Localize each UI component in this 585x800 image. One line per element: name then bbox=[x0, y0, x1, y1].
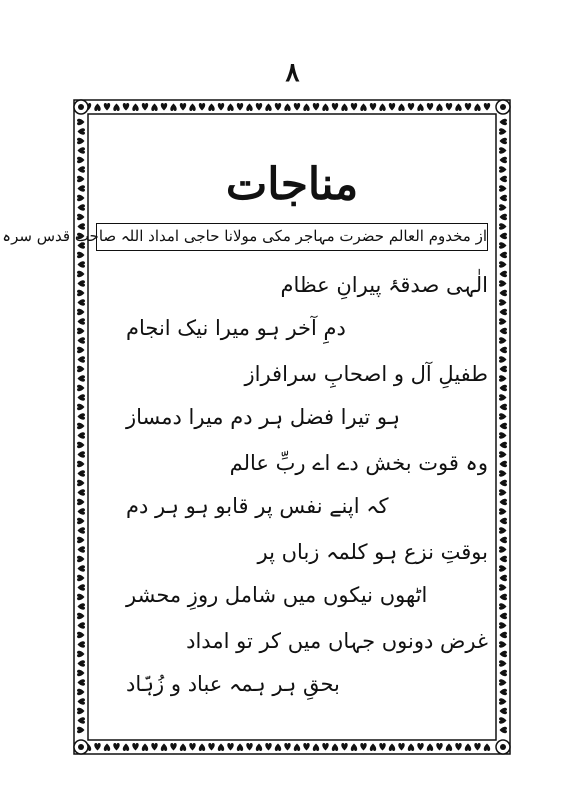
border-motif bbox=[284, 104, 290, 112]
border-motif bbox=[500, 157, 508, 163]
attribution-text: از مخدوم العالم حضرت مہاجر مکی مولانا حاجی امداد اللہ صاحب قدس سرہ bbox=[2, 227, 487, 245]
border-motif bbox=[499, 337, 507, 343]
border-motif bbox=[499, 204, 507, 210]
border-motif bbox=[499, 242, 507, 248]
border-motif bbox=[499, 413, 507, 419]
border-motif bbox=[77, 328, 85, 334]
border-motif bbox=[77, 385, 85, 391]
border-motif bbox=[499, 147, 507, 153]
border-motif bbox=[77, 290, 85, 296]
border-motif bbox=[77, 499, 85, 505]
border-motif bbox=[499, 565, 507, 571]
border-motif bbox=[78, 679, 86, 685]
verse-line: الٰہی صدقۂ پیرانِ عظام bbox=[280, 273, 488, 297]
border-motif bbox=[78, 565, 86, 571]
border-motif bbox=[78, 584, 86, 590]
verse-line: ہو تیرا فضل ہر دم میرا دمساز bbox=[126, 405, 401, 429]
border-motif bbox=[78, 546, 86, 552]
border-motif bbox=[78, 641, 86, 647]
border-motif bbox=[94, 104, 100, 112]
border-motif bbox=[341, 104, 347, 112]
border-motif bbox=[499, 223, 507, 229]
border-motif bbox=[78, 470, 86, 476]
border-motif bbox=[500, 271, 508, 277]
border-motif bbox=[78, 337, 86, 343]
border-motif bbox=[77, 423, 85, 429]
border-motif bbox=[77, 537, 85, 543]
border-motif bbox=[77, 195, 85, 201]
border-motif bbox=[78, 660, 86, 666]
border-motif bbox=[77, 176, 85, 182]
border-motif bbox=[500, 309, 508, 315]
border-motif bbox=[500, 252, 508, 258]
border-motif bbox=[500, 195, 508, 201]
border-motif bbox=[78, 128, 86, 134]
border-motif bbox=[499, 299, 507, 305]
border-motif bbox=[499, 280, 507, 286]
border-motif bbox=[500, 556, 508, 562]
border-motif bbox=[78, 166, 86, 172]
border-motif bbox=[500, 176, 508, 182]
border-motif bbox=[436, 104, 442, 112]
border-motif bbox=[455, 104, 461, 112]
border-motif bbox=[499, 508, 507, 514]
border-motif bbox=[500, 518, 508, 524]
border-motif bbox=[499, 356, 507, 362]
border-motif bbox=[499, 185, 507, 191]
border-motif bbox=[499, 622, 507, 628]
border-motif bbox=[484, 103, 490, 111]
corner-rosette-center bbox=[500, 104, 506, 110]
border-motif bbox=[499, 470, 507, 476]
border-motif bbox=[351, 103, 357, 111]
border-motif bbox=[500, 233, 508, 239]
border-motif bbox=[500, 423, 508, 429]
border-motif bbox=[389, 103, 395, 111]
border-motif bbox=[499, 717, 507, 723]
border-motif bbox=[499, 318, 507, 324]
verse-line: دمِ آخر ہو میرا نیک انجام bbox=[126, 316, 346, 340]
border-motif bbox=[77, 613, 85, 619]
border-motif bbox=[151, 104, 157, 112]
border-motif bbox=[500, 385, 508, 391]
border-motif bbox=[180, 103, 186, 111]
border-motif bbox=[237, 103, 243, 111]
border-motif bbox=[78, 489, 86, 495]
border-motif bbox=[78, 717, 86, 723]
border-motif bbox=[500, 651, 508, 657]
border-motif bbox=[294, 103, 300, 111]
border-motif bbox=[218, 103, 224, 111]
border-motif bbox=[77, 556, 85, 562]
border-motif bbox=[78, 622, 86, 628]
border-motif bbox=[332, 103, 338, 111]
border-motif bbox=[77, 214, 85, 220]
verse-line: وہ قوت بخش دے اے ربِّ عالم bbox=[229, 451, 488, 475]
border-motif bbox=[77, 594, 85, 600]
border-motif bbox=[78, 185, 86, 191]
border-motif bbox=[499, 261, 507, 267]
border-motif bbox=[275, 103, 281, 111]
border-motif bbox=[78, 508, 86, 514]
border-motif bbox=[499, 489, 507, 495]
border-motif bbox=[500, 328, 508, 334]
border-motif bbox=[113, 104, 119, 112]
border-motif bbox=[77, 271, 85, 277]
border-motif bbox=[313, 103, 319, 111]
border-motif bbox=[499, 603, 507, 609]
border-motif bbox=[77, 157, 85, 163]
border-motif bbox=[322, 104, 328, 112]
border-motif bbox=[465, 103, 471, 111]
border-motif bbox=[78, 356, 86, 362]
border-motif bbox=[427, 103, 433, 111]
border-motif bbox=[77, 708, 85, 714]
border-motif bbox=[303, 104, 309, 112]
border-motif bbox=[499, 698, 507, 704]
border-motif bbox=[123, 103, 129, 111]
border-motif bbox=[77, 119, 85, 125]
border-motif bbox=[256, 103, 262, 111]
border-motif bbox=[78, 603, 86, 609]
border-motif bbox=[500, 670, 508, 676]
border-motif bbox=[77, 727, 85, 733]
border-motif bbox=[499, 451, 507, 457]
border-motif bbox=[77, 404, 85, 410]
border-motif bbox=[417, 104, 423, 112]
border-motif bbox=[78, 299, 86, 305]
border-motif bbox=[499, 641, 507, 647]
border-motif bbox=[446, 103, 452, 111]
border-motif bbox=[77, 366, 85, 372]
border-motif bbox=[499, 527, 507, 533]
border-motif bbox=[78, 204, 86, 210]
verse-line: بحقِ ہر ہمہ عباد و زُہّاد bbox=[126, 672, 340, 696]
border-motif bbox=[142, 103, 148, 111]
border-motif bbox=[500, 537, 508, 543]
border-motif bbox=[499, 584, 507, 590]
border-motif bbox=[170, 104, 176, 112]
border-motif bbox=[161, 103, 167, 111]
page-title: مناجات bbox=[225, 159, 359, 210]
border-motif bbox=[370, 103, 376, 111]
border-motif bbox=[77, 138, 85, 144]
border-motif bbox=[500, 499, 508, 505]
border-motif bbox=[500, 575, 508, 581]
border-motif bbox=[499, 432, 507, 438]
border-motif bbox=[78, 451, 86, 457]
border-motif bbox=[500, 119, 508, 125]
border-motif bbox=[500, 138, 508, 144]
border-motif bbox=[500, 613, 508, 619]
border-motif bbox=[78, 394, 86, 400]
border-motif bbox=[499, 546, 507, 552]
border-motif bbox=[379, 104, 385, 112]
border-motif bbox=[208, 104, 214, 112]
border-motif bbox=[500, 442, 508, 448]
border-motif bbox=[500, 404, 508, 410]
border-motif bbox=[499, 679, 507, 685]
border-motif bbox=[78, 318, 86, 324]
border-motif bbox=[499, 660, 507, 666]
border-motif bbox=[77, 689, 85, 695]
border-motif bbox=[78, 147, 86, 153]
border-motif bbox=[227, 104, 233, 112]
border-motif bbox=[77, 480, 85, 486]
border-motif bbox=[500, 632, 508, 638]
verse-line: کہ اپنے نفس پر قابو ہو ہر دم bbox=[126, 494, 389, 518]
border-motif bbox=[500, 727, 508, 733]
border-motif bbox=[499, 128, 507, 134]
verse-line: غرض دونوں جہاں میں کر تو امداد bbox=[186, 629, 488, 653]
border-motif bbox=[360, 104, 366, 112]
border-motif bbox=[474, 104, 480, 112]
border-motif bbox=[77, 347, 85, 353]
border-motif bbox=[500, 366, 508, 372]
border-motif bbox=[500, 461, 508, 467]
attribution-box bbox=[2, 223, 488, 251]
border-motif bbox=[189, 104, 195, 112]
border-motif bbox=[408, 103, 414, 111]
verse-line: اٹھوں نیکوں میں شامل روزِ محشر bbox=[126, 583, 428, 607]
border-motif bbox=[500, 347, 508, 353]
border-motif bbox=[78, 261, 86, 267]
border-motif bbox=[132, 104, 138, 112]
verse-line: بوقتِ نزع ہو کلمہ زباں پر bbox=[257, 540, 488, 564]
corner-rosette-center bbox=[78, 744, 84, 750]
border-motif bbox=[77, 442, 85, 448]
border-motif bbox=[78, 280, 86, 286]
border-motif bbox=[78, 698, 86, 704]
border-motif bbox=[246, 104, 252, 112]
border-motif bbox=[77, 252, 85, 258]
border-motif bbox=[500, 689, 508, 695]
border-motif bbox=[499, 375, 507, 381]
border-motif bbox=[78, 413, 86, 419]
border-motif bbox=[500, 708, 508, 714]
border-motif bbox=[77, 461, 85, 467]
border-motif bbox=[499, 166, 507, 172]
border-motif bbox=[77, 309, 85, 315]
border-motif bbox=[78, 527, 86, 533]
page-content bbox=[2, 115, 488, 745]
border-motif bbox=[500, 480, 508, 486]
border-motif bbox=[199, 103, 205, 111]
border-motif bbox=[500, 594, 508, 600]
border-motif bbox=[77, 575, 85, 581]
border-motif bbox=[499, 394, 507, 400]
border-motif bbox=[78, 432, 86, 438]
border-motif bbox=[77, 651, 85, 657]
border-motif bbox=[500, 214, 508, 220]
verse-line: طفیلِ آل و اصحابِ سرافراز bbox=[244, 362, 488, 386]
border-motif bbox=[77, 632, 85, 638]
border-motif bbox=[265, 104, 271, 112]
border-motif bbox=[398, 104, 404, 112]
page-number: ۸ bbox=[285, 58, 300, 88]
border-motif bbox=[78, 375, 86, 381]
corner-rosette-center bbox=[78, 104, 84, 110]
border-motif bbox=[500, 290, 508, 296]
border-motif bbox=[104, 103, 110, 111]
border-motif bbox=[77, 518, 85, 524]
corner-rosette-center bbox=[500, 744, 506, 750]
border-motif bbox=[77, 670, 85, 676]
